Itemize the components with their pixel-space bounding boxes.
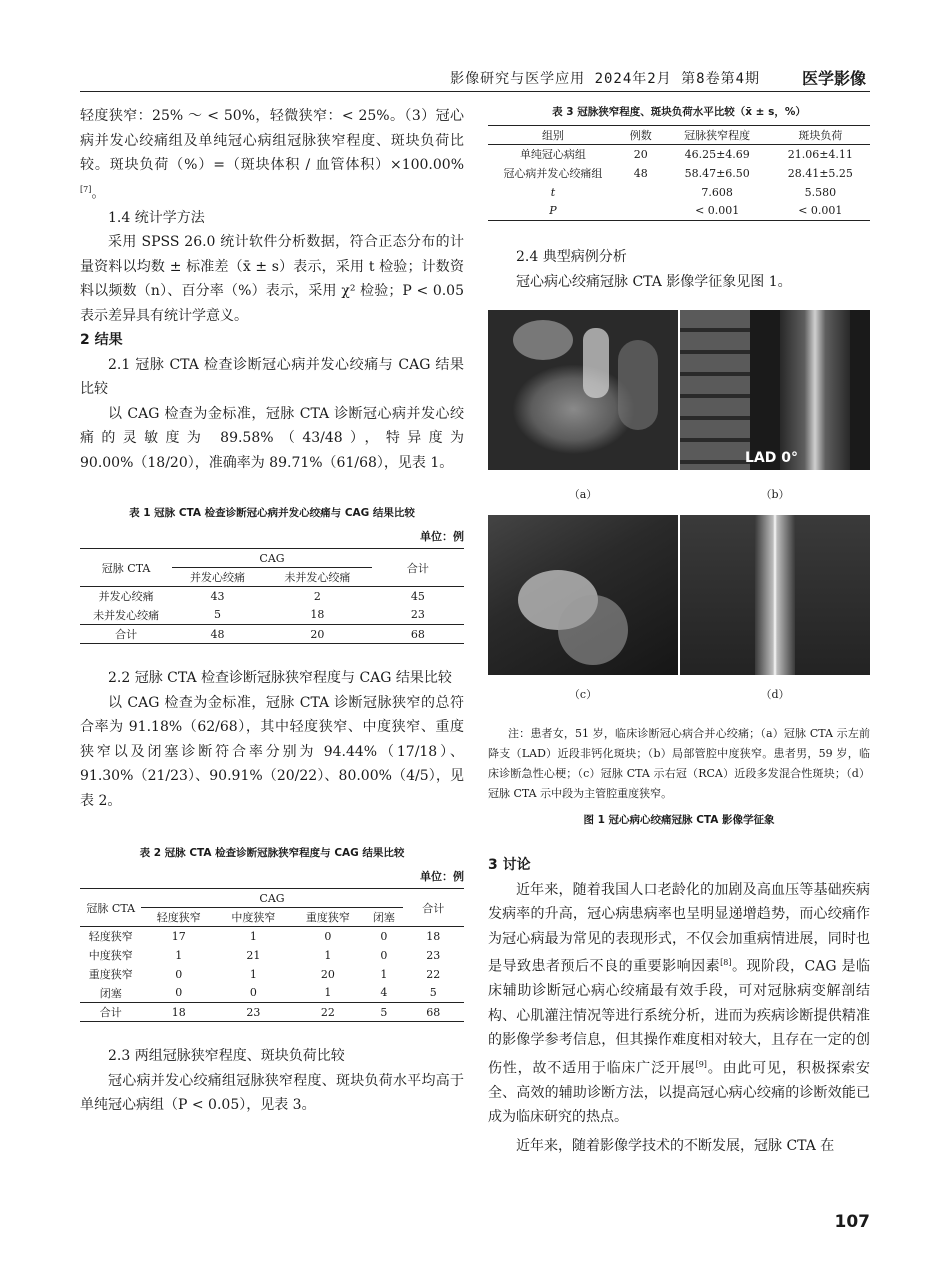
table3-header: 例数: [618, 126, 664, 145]
ct-image-c: [488, 515, 678, 675]
table2-cell: 1: [324, 948, 332, 962]
table2-row-header: 冠脉 CTA: [80, 889, 141, 927]
table1-cell: 18: [263, 606, 372, 625]
table2-col: 中度狭窄: [216, 908, 291, 927]
table3-cell: P: [488, 202, 618, 221]
table2-caption: 表 2 冠脉 CTA 检查诊断冠脉狭窄程度与 CAG 结果比较: [139, 847, 405, 860]
table2-cell: 0: [216, 984, 291, 1003]
table1-total-header: 合计: [372, 549, 464, 587]
table1-cell: 48: [172, 625, 263, 644]
table2-cell: 21: [246, 948, 261, 962]
table-row: [488, 202, 870, 221]
table3-cell: < 0.001: [771, 202, 870, 221]
table3-cell: 21.06±4.11: [787, 147, 853, 161]
running-title: 影像研究与医学应用 2024年2月 第8卷第4期: [450, 71, 760, 87]
table1-row-header: 冠脉 CTA: [80, 549, 172, 587]
table3-cell: 58.47±6.50: [684, 166, 750, 180]
table1-group-header: CAG: [172, 549, 372, 568]
table3-cell: 7.608: [701, 185, 733, 199]
table3-cell: 单纯冠心病组: [519, 148, 586, 162]
page-number: 107: [834, 1212, 870, 1232]
table3-header: 冠脉狭窄程度: [664, 126, 771, 145]
fig-label-d: （d）: [760, 688, 790, 701]
table-row: [80, 587, 464, 606]
ct-image-a: [488, 310, 678, 470]
table3-grid: [488, 125, 870, 221]
heading-2-3: 2.3 两组冠脉狭窄程度、斑块负荷比较: [108, 1048, 345, 1065]
table3-cell: t: [550, 185, 556, 199]
right-column: [488, 104, 870, 1158]
table1-cell: 43: [210, 589, 225, 603]
table2-cell: 18: [141, 1003, 216, 1022]
heading-2-1: 2.1 冠脉 CTA 检查诊断冠心病并发心绞痛与 CAG 结果比较: [80, 356, 464, 398]
fig-label-b: （b）: [760, 488, 790, 501]
heading-2-4: 2.4 典型病例分析: [516, 249, 627, 265]
table2-cell: 68: [403, 1003, 464, 1022]
paragraph-2-1: 以 CAG 检查为金标准，冠脉 CTA 诊断冠心病并发心绞痛的灵敏度为 89.58%（43/48），特异度为 90.00%（18/20），准确率为 89.71%（61/68），见表 1。: [80, 405, 464, 471]
table2-cell: 0: [380, 929, 388, 943]
table1-cell: 45: [410, 589, 425, 603]
table-row: [80, 625, 464, 644]
table1: [80, 505, 464, 644]
table2-cell: 0: [324, 929, 332, 943]
table2-cell: 0: [141, 984, 216, 1003]
table2-cell: 1: [249, 967, 257, 981]
table1-caption: 表 1 冠脉 CTA 检查诊断冠心病并发心绞痛与 CAG 结果比较: [129, 507, 415, 520]
table2-cell: 22: [426, 967, 441, 981]
table-row: [80, 927, 464, 946]
table3-cell: 48: [633, 166, 648, 180]
table2-cell: 23: [426, 948, 441, 962]
heading-2: 2 结果: [80, 332, 123, 349]
table2-col: 闭塞: [365, 908, 402, 927]
table3: [488, 104, 870, 221]
table2-cell: 0: [175, 967, 183, 981]
table2-cell: 1: [249, 929, 257, 943]
table2-cell: 重度狭窄: [88, 968, 133, 982]
table3-cell: 28.41±5.25: [787, 166, 853, 180]
table3-cell: [618, 202, 664, 221]
table2-cell: 4: [365, 984, 402, 1003]
table-row: [80, 965, 464, 984]
table2-cell: 22: [291, 1003, 366, 1022]
paragraph-2-4: 冠心病心绞痛冠脉 CTA 影像学征象见图 1。: [516, 273, 792, 290]
paragraph-2-2: 以 CAG 检查为金标准，冠脉 CTA 诊断冠脉狭窄的总符合率为 91.18%（62/68），其中轻度狭窄、中度狭窄、重度狭窄以及闭塞诊断符合率分别为 94.44%（17/18）、91.30%（21/23）、90.91%（20/22）、80.00%（4/5），见表 2。: [80, 694, 464, 809]
table1-col: 并发心绞痛: [172, 568, 263, 587]
table1-unit: 单位：例: [420, 530, 464, 544]
table3-header: 组别: [488, 126, 618, 145]
paragraph-stat: 采用 SPSS 26.0 统计软件分析数据，符合正态分布的计量资料以均数 ± 标准差（x̄ ± s）表示，采用 t 检验；计数资料以频数（n）、百分率（%）表示，采用 χ² 检验；P < 0.05 表示差异具有统计学意义。: [80, 234, 464, 324]
table2-cell: 5: [365, 1003, 402, 1022]
table1-cell: 5: [172, 606, 263, 625]
table2-total-header: 合计: [403, 889, 464, 927]
table1-grid: [80, 548, 464, 644]
table2: [80, 845, 464, 1022]
figure-note: 注：患者女，51 岁，临床诊断冠心病合并心绞痛；（a）冠脉 CTA 示左前降支（LAD）近段非钙化斑块；（b）局部管腔中度狭窄。患者男，59 岁，临床诊断急性心梗；（c）冠脉 CTA 示右冠（RCA）近段多发混合性斑块；（d）冠脉 CTA 示中段为主管腔重度狭窄。: [488, 727, 870, 800]
table2-cell: 23: [216, 1003, 291, 1022]
table2-col: 重度狭窄: [291, 908, 366, 927]
table2-col: 轻度狭窄: [141, 908, 216, 927]
table2-cell: 17: [171, 929, 186, 943]
table2-cell: 18: [426, 929, 441, 943]
table3-cell: [618, 183, 664, 202]
heading-3: 3 讨论: [488, 857, 531, 873]
overlay-lad: LAD 0°: [745, 450, 798, 466]
table-row: [488, 145, 870, 164]
table-row: [80, 606, 464, 625]
table1-cell: 合计: [80, 625, 172, 644]
table2-cell: 中度狭窄: [88, 949, 133, 963]
table1-cell: 未并发心绞痛: [80, 606, 172, 625]
table1-cell: 并发心绞痛: [98, 590, 154, 604]
table2-cell: 合计: [80, 1003, 141, 1022]
table1-cell: 2: [313, 589, 321, 603]
table3-cell: < 0.001: [664, 202, 771, 221]
heading-2-2: 2.2 冠脉 CTA 检查诊断冠脉狭窄程度与 CAG 结果比较: [108, 670, 452, 687]
table2-grid: [80, 888, 464, 1022]
table2-cell: 20: [320, 967, 335, 981]
table1-cell: 20: [263, 625, 372, 644]
ref-7: [7]: [80, 184, 92, 194]
table2-group-header: CAG: [141, 889, 402, 908]
table3-cell: 5.580: [804, 185, 837, 199]
figure-caption: 图 1 冠心病心绞痛冠脉 CTA 影像学征象: [583, 814, 775, 826]
journal-name: 医学影像: [801, 69, 866, 88]
ct-image-b: [680, 310, 870, 470]
paragraph-2-3: 冠心病并发心绞痛组冠脉狭窄程度、斑块负荷水平均高于单纯冠心病组（P < 0.05），见表 3。: [80, 1072, 464, 1114]
table2-unit: 单位：例: [420, 870, 464, 884]
table-row: [80, 984, 464, 1003]
table2-cell: 闭塞: [80, 984, 141, 1003]
table3-cell: 46.25±4.69: [684, 147, 750, 161]
table1-cell: 23: [372, 606, 464, 625]
table-row: [80, 1003, 464, 1022]
paragraph-top: 轻度狭窄：25% ～ < 50%，轻微狭窄：< 25%。（3）冠心病并发心绞痛组及单纯冠心病组冠脉狭窄程度、斑块负荷比较。斑块负荷（%）=（斑块体积 / 血管体积）×100.00%[7]。: [80, 108, 464, 202]
table3-cell: 冠心病并发心绞痛组: [503, 167, 603, 180]
ref-8: [8]: [720, 958, 732, 967]
table2-cell: 0: [380, 948, 388, 962]
table-row: [488, 183, 870, 202]
table3-cell: 20: [633, 147, 648, 161]
paragraph-3a: 近年来，随着我国人口老龄化的加剧及高血压等基础疾病发病率的升高，冠心病患病率也呈明显递增趋势，而心绞痛作为冠心病最为常见的表现形式，不仅会加重病情进展，同时也是导致患者预后不良的重要影响因素[8]。现阶段，CAG 是临床辅助诊断冠心病心绞痛最有效手段，可对冠脉病变解剖结构、心肌灌注情况等进行系统分析，进而为疾病诊断提供精准的影像学参考信息，但其操作难度相对较大，且存在一定的创伤性，故不适用于临床广泛开展[9]。由此可见，积极探索安全、高效的辅助诊断方法，以提高冠心病心绞痛的诊断效能已成为临床研究的热点。: [488, 881, 871, 1126]
table3-caption: 表 3 冠脉狭窄程度、斑块负荷水平比较（x̄ ± s，%）: [552, 106, 806, 118]
ref-9: [9]: [695, 1059, 707, 1069]
running-header: [80, 62, 870, 92]
fig-label-a: （a）: [568, 488, 598, 501]
paragraph-3d: 近年来，随着影像学技术的不断发展，冠脉 CTA 在: [516, 1137, 835, 1154]
figure-1: [488, 310, 870, 710]
table-row: [80, 946, 464, 965]
heading-1-4: 1.4 统计学方法: [108, 209, 205, 226]
table2-cell: 轻度狭窄: [88, 930, 133, 944]
ct-image-d: [680, 515, 870, 675]
left-column: [80, 104, 464, 1118]
table2-cell: 1: [175, 948, 183, 962]
table1-col: 未并发心绞痛: [263, 568, 372, 587]
table3-header: 斑块负荷: [771, 126, 870, 145]
table2-cell: 1: [291, 984, 366, 1003]
table-row: [488, 164, 870, 183]
table1-cell: 68: [372, 625, 464, 644]
table2-cell: 1: [380, 967, 388, 981]
fig-label-c: （c）: [568, 688, 598, 701]
table2-cell: 5: [403, 984, 464, 1003]
